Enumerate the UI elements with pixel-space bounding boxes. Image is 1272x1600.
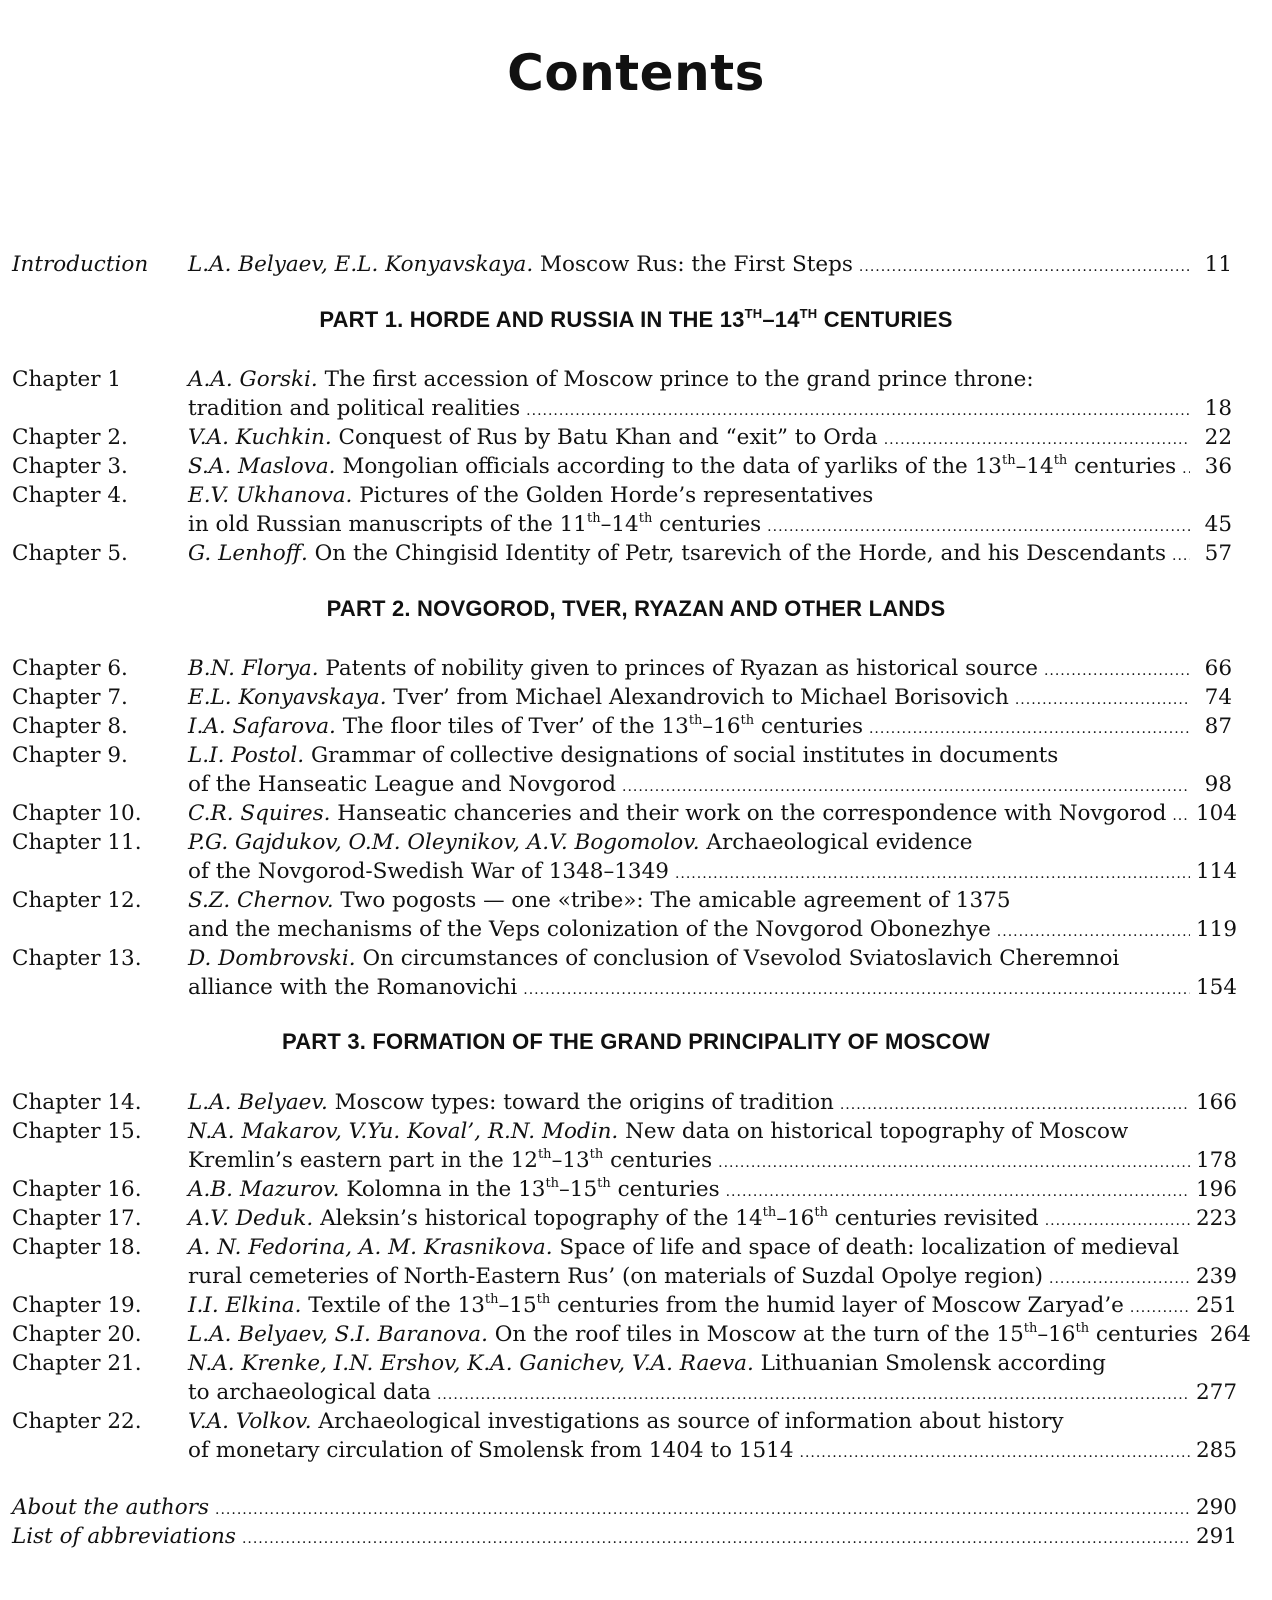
entry-title-cont: tradition and political realities [188, 396, 521, 421]
entry-authors: D. Dombrovski. [188, 946, 356, 971]
dot-leader [869, 715, 1190, 744]
entry-line-2 [188, 1378, 1238, 1407]
entry-authors: A.A. Gorski. [188, 367, 318, 392]
entry-authors: V.A. Volkov. [188, 1409, 312, 1434]
page-number: 264 [1209, 1322, 1251, 1347]
entry-authors: A.V. Deduk. [188, 1206, 314, 1231]
entry-line [188, 1320, 1251, 1349]
entry-title: Grammar of collective designations of social institutes in documents [304, 743, 1059, 768]
page-number: 166 [1196, 1090, 1238, 1115]
entry-title: New data on historical topography of Moscow [618, 1119, 1129, 1144]
entry-label: Chapter 22. [12, 1409, 142, 1434]
entry-line [188, 828, 1232, 857]
entry-authors: N.A. Makarov, V.Yu. Koval’, R.N. Modin. [188, 1119, 619, 1144]
dot-leader [1182, 455, 1190, 484]
entry-title-cont: of the Novgorod-Swedish War of 1348–1349 [188, 859, 669, 884]
entry-title-cont: rural cemeteries of North-Eastern Rus’ (on materials of Suzdal Opolye region) [188, 1264, 1044, 1289]
entry-title: Aleksin’s historical topography of the 14th–16th centuries revisited [313, 1205, 1039, 1231]
page-number: 119 [1196, 917, 1238, 942]
entry-line [188, 539, 1232, 568]
entry-title-cont: to archaeological data [188, 1380, 431, 1405]
entry-line [188, 1088, 1238, 1117]
page-number: 239 [1196, 1264, 1238, 1289]
page-number: 290 [1196, 1495, 1238, 1520]
entry-line [188, 1117, 1232, 1146]
entry-label: Chapter 17. [12, 1206, 142, 1231]
page-number: 114 [1196, 859, 1238, 884]
entry-line [188, 423, 1232, 452]
entry-line [188, 1407, 1232, 1436]
page-number: 22 [1204, 425, 1232, 450]
entry-line [188, 712, 1232, 741]
page-number: 74 [1204, 685, 1232, 710]
entry-title: Hanseatic chanceries and their work on the correspondence with Novgorod [330, 801, 1167, 826]
part-1-heading: PART 1. HORDE AND RUSSIA IN THE 13TH–14TH CENTURIES [319, 306, 953, 332]
entry-title: Textile of the 13th–15th centuries from the humid layer of Moscow Zaryad’e [301, 1292, 1124, 1318]
page-number: 45 [1204, 512, 1232, 537]
entry-title: The floor tiles of Tver’ of the 13th–16th centuries [335, 713, 863, 739]
entry-authors: S.Z. Chernov. [188, 888, 334, 913]
entry-title: Archaeological investigations as source of information about history [311, 1409, 1064, 1434]
dot-leader [840, 1091, 1190, 1120]
dot-leader [884, 426, 1190, 455]
entry-label: Chapter 5. [12, 541, 128, 566]
entry-label: List of abbreviations [12, 1524, 236, 1549]
dot-leader [726, 1178, 1190, 1207]
entry-line [188, 1349, 1232, 1378]
entry-title: Pictures of the Golden Horde’s representatives [352, 483, 874, 508]
entry-title: Mongolian officials according to the data of yarliks of the 13th–14th centuries [335, 453, 1177, 479]
entry-authors: S.A. Maslova. [188, 454, 336, 479]
dot-leader [718, 1149, 1190, 1178]
dot-leader [526, 397, 1190, 426]
page-number: 154 [1196, 975, 1238, 1000]
entry-title-cont: and the mechanisms of the Veps colonization of the Novgorod Obonezhye [188, 917, 991, 942]
dot-leader [622, 773, 1190, 802]
dot-leader [242, 1525, 1190, 1554]
entry-authors: C.R. Squires. [188, 801, 331, 826]
entry-authors: N.A. Krenke, I.N. Ershov, K.A. Ganichev, V.A. Raeva. [188, 1351, 754, 1376]
entry-line [12, 1493, 1238, 1522]
entry-line [12, 1522, 1238, 1551]
dot-leader [800, 1439, 1191, 1468]
entry-label: Chapter 11. [12, 830, 142, 855]
entry-title: Kolomna in the 13th–15th centuries [339, 1176, 720, 1202]
dot-leader [523, 976, 1190, 1005]
page-number: 251 [1196, 1293, 1238, 1318]
entry-title: On the roof tiles in Moscow at the turn of the 15th–16th centuries [487, 1321, 1198, 1347]
dot-leader [675, 860, 1190, 889]
entry-title: Moscow Rus: the First Steps [533, 252, 853, 277]
entry-label: Chapter 12. [12, 888, 142, 913]
entry-title-cont: Kremlin’s eastern part in the 12th–13th centuries [188, 1147, 713, 1173]
entry-title: Patents of nobility given to princes of Ryazan as historical source [318, 656, 1038, 681]
entry-label: Introduction [12, 252, 149, 277]
page-number: 196 [1196, 1177, 1238, 1202]
entry-authors: P.G. Gajdukov, O.M. Oleynikov, A.V. Bogomolov. [188, 830, 700, 855]
entry-label: Chapter 3. [12, 454, 128, 479]
page-number: 223 [1196, 1206, 1238, 1231]
entry-title: Space of life and space of death: localization of medieval [552, 1235, 1180, 1260]
page-number: 104 [1196, 801, 1238, 826]
entry-title-cont: in old Russian manuscripts of the 11th–14th centuries [188, 511, 762, 537]
page-number: 98 [1204, 772, 1232, 797]
entry-line [188, 1204, 1238, 1233]
entry-authors: G. Lenhoff. [188, 541, 308, 566]
entry-label: Chapter 19. [12, 1293, 142, 1318]
entry-authors: E.L. Konyavskaya. [188, 685, 387, 710]
entry-line [188, 1175, 1238, 1204]
entry-authors: L.A. Belyaev, S.I. Baranova. [188, 1322, 488, 1347]
entry-authors: L.I. Postol. [188, 743, 305, 768]
part-3-heading: PART 3. FORMATION OF THE GRAND PRINCIPALITY OF MOSCOW [281, 1029, 991, 1054]
entry-line [188, 250, 1232, 279]
entry-title: Conquest of Rus by Batu Khan and “exit” to Orda [331, 425, 878, 450]
entry-authors: E.V. Ukhanova. [188, 483, 353, 508]
page-number: 18 [1204, 396, 1232, 421]
entry-line [188, 1233, 1232, 1262]
entry-line [188, 481, 1232, 510]
entry-label: Chapter 9. [12, 743, 128, 768]
dot-leader [997, 918, 1190, 947]
entry-label: Chapter 6. [12, 656, 128, 681]
dot-leader [1172, 802, 1190, 831]
entry-authors: L.A. Belyaev, E.L. Konyavskaya. [188, 252, 534, 277]
entry-line-2 [188, 770, 1232, 799]
entry-line [188, 1291, 1238, 1320]
dot-leader [1130, 1294, 1190, 1323]
entry-line [188, 799, 1238, 828]
page-number: 178 [1196, 1148, 1238, 1173]
entry-title: Tver’ from Michael Alexandrovich to Michael Borisovich [386, 685, 1009, 710]
entry-title: The first accession of Moscow prince to the grand prince throne: [317, 367, 1034, 392]
entry-line [188, 452, 1232, 481]
dot-leader [1172, 542, 1190, 571]
page-number: 11 [1204, 252, 1232, 277]
dot-leader [1045, 1207, 1190, 1236]
page-number: 36 [1204, 454, 1232, 479]
page-number: 87 [1204, 714, 1232, 739]
entry-label: Chapter 13. [12, 946, 142, 971]
entry-label: Chapter 16. [12, 1177, 142, 1202]
entry-title: On the Chingisid Identity of Petr, tsarevich of the Horde, and his Descendants [307, 541, 1167, 566]
entry-line-2 [188, 973, 1238, 1002]
dot-leader [767, 513, 1190, 542]
entry-title: On circumstances of conclusion of Vsevolod Sviatoslavich Cheremnoi [355, 946, 1120, 971]
entry-line [188, 944, 1232, 973]
entry-label: Chapter 18. [12, 1235, 142, 1260]
entry-line-2 [188, 1262, 1238, 1291]
dot-leader [215, 1496, 1190, 1525]
entry-authors: A.B. Mazurov. [188, 1177, 340, 1202]
entry-label: Chapter 21. [12, 1351, 142, 1376]
entry-title-cont: alliance with the Romanovichi [188, 975, 518, 1000]
entry-label: Chapter 7. [12, 685, 128, 710]
entry-label: Chapter 10. [12, 801, 142, 826]
entry-line-2 [188, 915, 1238, 944]
entry-label: Chapter 1 [12, 367, 122, 392]
entry-authors: A. N. Fedorina, A. M. Krasnikova. [188, 1235, 553, 1260]
entry-authors: I.I. Elkina. [188, 1293, 302, 1318]
entry-line-2 [188, 1146, 1238, 1175]
entry-title: Two pogosts — one «tribe»: The amicable agreement of 1375 [333, 888, 1011, 913]
entry-title: Archaeological evidence [699, 830, 973, 855]
entry-line [188, 365, 1232, 394]
entry-label: Chapter 4. [12, 483, 128, 508]
entry-label: Chapter 15. [12, 1119, 142, 1144]
entry-authors: L.A. Belyaev. [188, 1090, 328, 1115]
entry-authors: B.N. Florya. [188, 656, 319, 681]
entry-line [188, 886, 1232, 915]
entry-authors: V.A. Kuchkin. [188, 425, 332, 450]
page-number: 57 [1204, 541, 1232, 566]
dot-leader [1015, 686, 1190, 715]
page-title: Contents [507, 44, 765, 102]
entry-label: Chapter 2. [12, 425, 128, 450]
entry-line-2 [188, 394, 1232, 423]
dot-leader [859, 253, 1190, 282]
entry-line [188, 654, 1232, 683]
entry-label: Chapter 14. [12, 1090, 142, 1115]
entry-line-2 [188, 1436, 1238, 1465]
dot-leader [1049, 1265, 1190, 1294]
entry-title: Lithuanian Smolensk according [753, 1351, 1106, 1376]
entry-label: Chapter 20. [12, 1322, 142, 1347]
part-2-heading: PART 2. NOVGOROD, TVER, RYAZAN AND OTHER LANDS [326, 596, 946, 621]
page-number: 66 [1204, 656, 1232, 681]
entry-line [188, 683, 1232, 712]
page-number: 285 [1196, 1438, 1238, 1463]
page-number: 291 [1196, 1524, 1238, 1549]
entry-label: Chapter 8. [12, 714, 128, 739]
entry-label: About the authors [12, 1495, 210, 1520]
dot-leader [437, 1381, 1190, 1410]
entry-line-2 [188, 510, 1232, 539]
entry-title-cont: of monetary circulation of Smolensk from 1404 to 1514 [188, 1438, 794, 1463]
entry-line [188, 741, 1232, 770]
entry-authors: I.A. Safarova. [188, 714, 336, 739]
page-number: 277 [1196, 1380, 1238, 1405]
entry-line-2 [188, 857, 1238, 886]
entry-title-cont: of the Hanseatic League and Novgorod [188, 772, 617, 797]
entry-title: Moscow types: toward the origins of tradition [327, 1090, 834, 1115]
dot-leader [1044, 657, 1190, 686]
